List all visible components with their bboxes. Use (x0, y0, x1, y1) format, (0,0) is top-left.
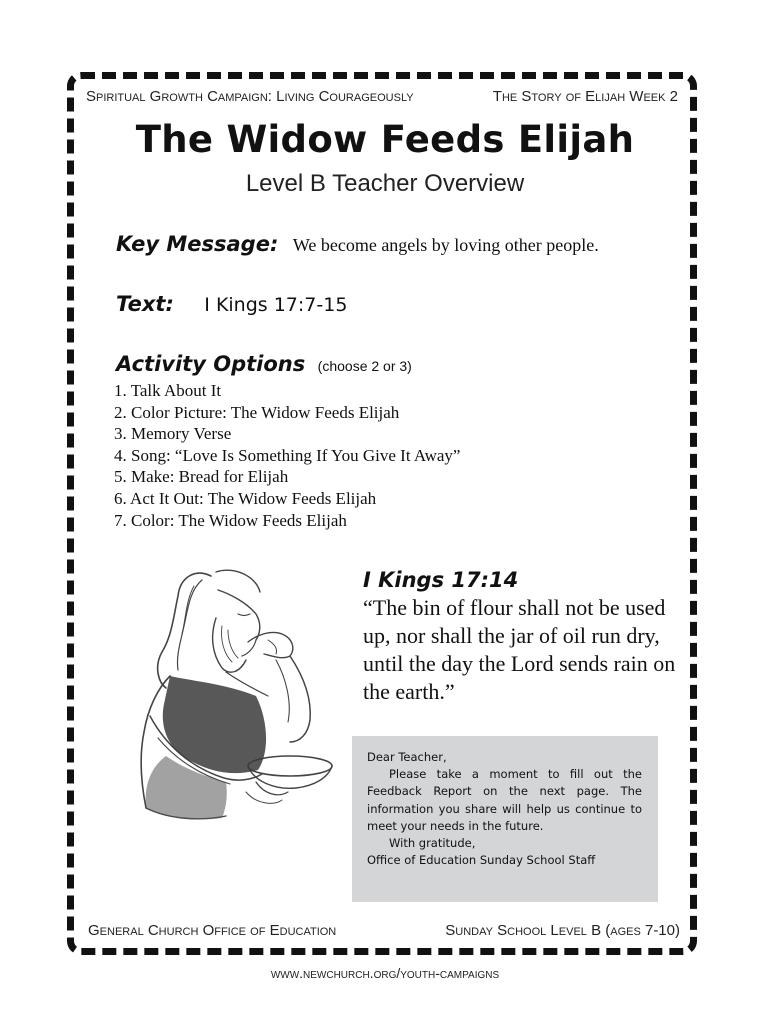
elijah-eating-illustration (106, 556, 338, 838)
activity-item: 3. Memory Verse (114, 424, 232, 444)
text-reference (116, 292, 347, 316)
note-signature: Office of Education Sunday School Staff (367, 853, 596, 868)
page-title: The Widow Feeds Elijah (135, 118, 635, 161)
text-label: Text: (116, 292, 174, 316)
activity-list (114, 380, 460, 531)
verse-reference: I Kings 17:14 (363, 568, 519, 592)
activity-item: 6. Act It Out: The Widow Feeds Elijah (114, 488, 377, 508)
page-subtitle: Level B Teacher Overview (245, 170, 525, 197)
activity-item: 4. Song: “Love Is Something If You Give It Away” (114, 445, 461, 465)
note-body: Please take a moment to fill out the Feedback Report on the next page. The information you share will help us continue to meet your needs in the future. (367, 767, 642, 833)
note-closing: With gratitude, (389, 836, 476, 851)
key-message-label: Key Message: (116, 232, 279, 256)
campaign-url[interactable]: www.newchurch.org/youth-campaigns (270, 965, 500, 981)
activity-item: 7. Color: The Widow Feeds Elijah (114, 510, 347, 530)
activity-options-note: (choose 2 or 3) (317, 358, 412, 374)
text-reference-value: I Kings 17:7-15 (204, 294, 348, 316)
level-footer: Sunday School Level B (ages 7-10) (445, 922, 680, 939)
activity-item: 5. Make: Bread for Elijah (114, 467, 289, 487)
campaign-header: Spiritual Growth Campaign: Living Courageously (86, 88, 414, 105)
note-greeting: Dear Teacher, (367, 750, 447, 764)
week-header: The Story of Elijah Week 2 (492, 88, 678, 105)
memory-verse: “The bin of flour shall not be used up, nor shall the jar of oil run dry, until the day the Lord sends rain on the earth.” (363, 595, 676, 704)
activity-item: 1. Talk About It (114, 381, 222, 400)
activity-options-heading (116, 352, 412, 376)
office-footer: General Church Office of Education (88, 922, 337, 939)
key-message-text: We become angels by loving other people. (292, 235, 599, 255)
activity-options-label: Activity Options (116, 352, 306, 376)
activity-item: 2. Color Picture: The Widow Feeds Elijah (114, 402, 400, 422)
teacher-note-box (352, 736, 658, 902)
key-message (116, 232, 599, 256)
